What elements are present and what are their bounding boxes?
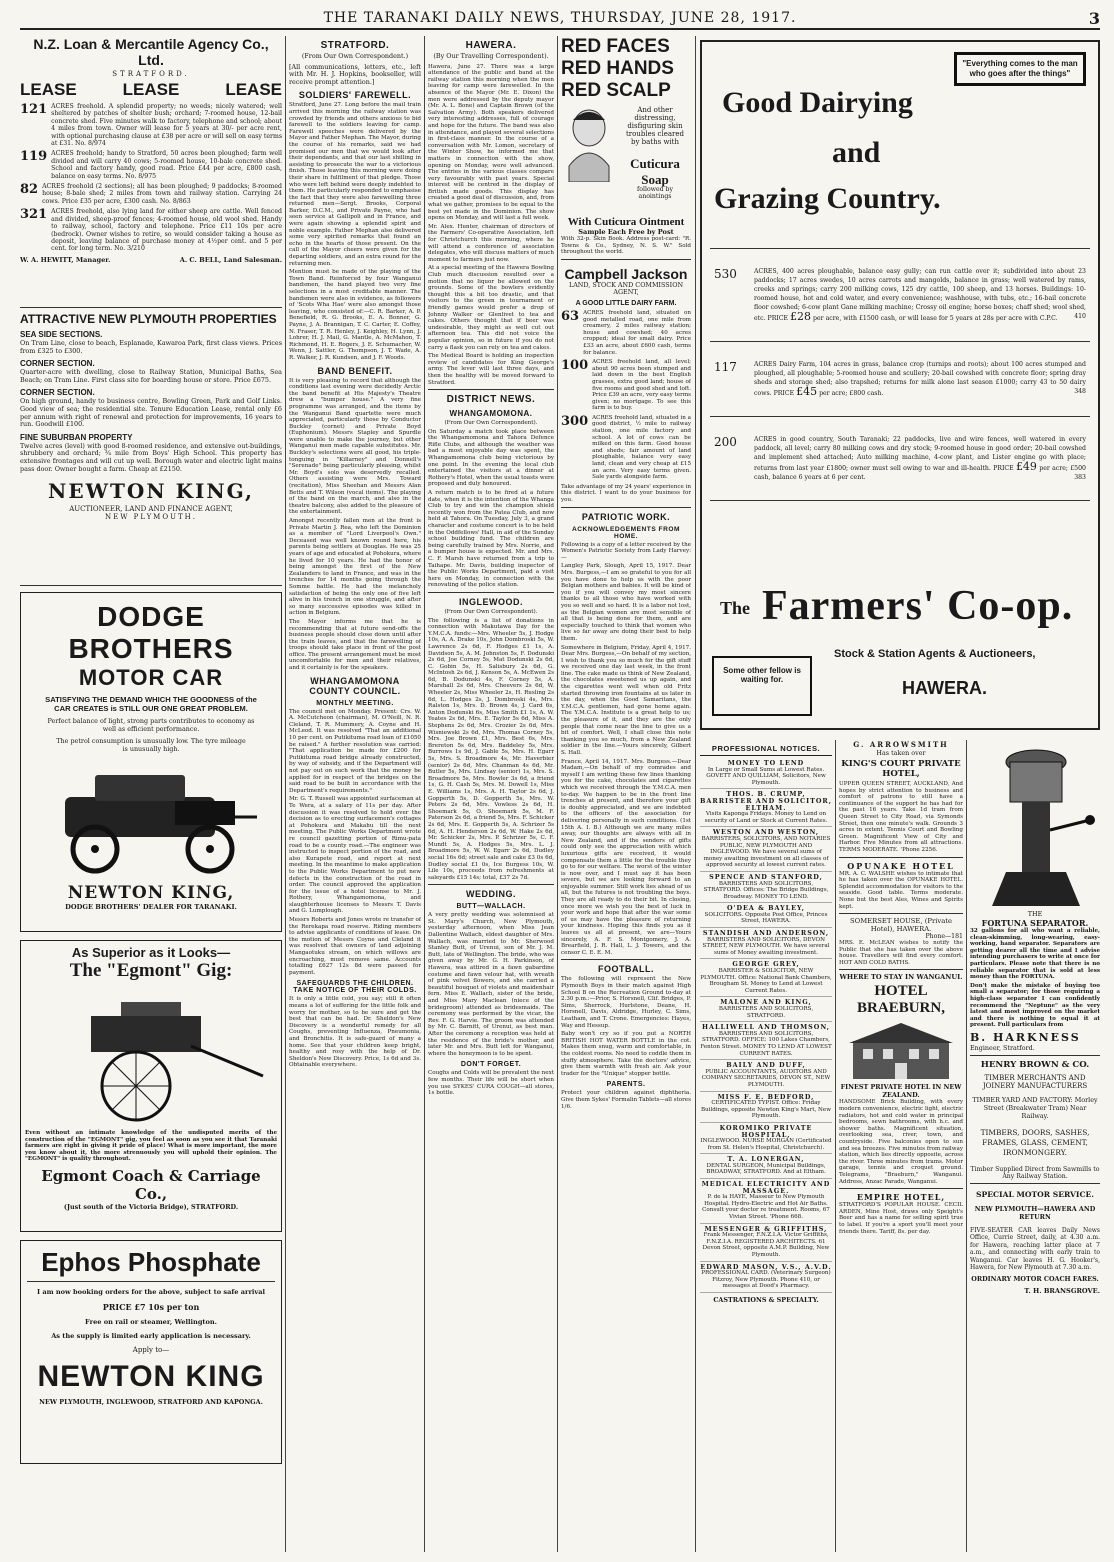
wanganui-heading: WHERE TO STAY IN WANGANUI. <box>839 973 963 982</box>
somerset-phone: Phone—181 <box>925 933 963 941</box>
egmont-title: As Superior as it Looks— <box>71 945 231 960</box>
notice-entry <box>700 1092 832 1123</box>
nzloan-signature <box>20 256 282 264</box>
cuticura-red-hands: RED HANDS <box>561 58 674 79</box>
hotel-braeburn: HOTEL BRAEBURN, <box>857 983 945 1017</box>
egmont-ad <box>20 940 282 1232</box>
county-council-heading: WHANGAMOMONA COUNTY COUNCIL. <box>309 675 401 696</box>
listing-text: ACRES freehold land, all level; about 90 acres been stumped and laid down in the best English grasses, extra good land; house of five rooms and good shed and loft. Price £39 an acre, very easy terms given; no mortgage. To see this farm is to buy. <box>592 359 691 412</box>
column-divider <box>285 36 286 1552</box>
dodge-ad <box>20 592 282 932</box>
notice-entry <box>700 1224 832 1262</box>
divider <box>428 884 554 885</box>
dodge-tagline: SATISFYING THE DEMAND WHICH THE GOODNESS of the CAR CREATES is STILL OUR ONE GREAT PROBLEM. <box>45 695 257 713</box>
ephos-line-1: I am now booking orders for the above, subject to safe arrival <box>36 1288 266 1296</box>
cuticura-red-faces: RED FACES <box>561 36 670 57</box>
plymouth-ad <box>20 312 282 582</box>
divider <box>839 969 963 970</box>
fortuna-column <box>970 740 1100 1552</box>
separator-illustration <box>970 740 1100 910</box>
hawera-paragraph: The Medical Board is holding an inspection review of candidates for King George's army. The lever will last three days, and then the healthy will be moved forward to Stratford. <box>428 353 554 386</box>
notice-entry <box>700 1123 832 1154</box>
whangamomona-heading: WHANGAMOMONA. <box>449 409 533 419</box>
listing <box>20 150 282 180</box>
fortuna-title: FORTUNA SEPARATOR. <box>981 918 1089 928</box>
football-paragraph: The following will represent the New Plymouth Boys in their match against High School B on the Recreation Ground to-day at 2.30 p.m.:—Prior, S. Horsnell, Clif. Bridges, P. Sims, Sherrock, Hurlstone, Deane, H. Horsnell, Davis, Aldridge, Hurley, C. Sims, Leatham, and T. Crone. Emergencies: Hayes, Way and Hessup. <box>561 976 691 1029</box>
listing-acres: 82 <box>20 182 39 198</box>
hawera-heading: HAWERA. <box>465 40 517 51</box>
acknowledgements-heading: ACKNOWLEDGEMENTS FROM HOME. <box>572 525 680 540</box>
cuticura-ad <box>561 36 691 216</box>
district-paragraph: The following is a list of donations in connection with Makutawa Day for the Y.M.C.A. funds:—Mrs. Wheeler 5s, J. Hodge 10s, A. A. Drake 10s, John Dombroski 5s, W. Lawrence 2s 6d, F. Hodges £1 1s, A. Davidson 5s, A. M. Johnston 5s, F. Dodunski 2s 6d, Joe Corney 5s, Mat Dodunski 2s 6d, C. Gobin 5s, H. Salisbury 2s 6d, G. McIntosh 2s 6d, J. Kenson 5s, A. McEwen 2s 6d, B. Dodunski 4s, F. Corney 5s, A. Marshall 2s 6d, Mrs. Cheevers 2s 6d, W. Wheeler 2s, Miss Wheeler 2s, H. Rusling 2s 6d, L. Hodges 2s, J. Dombroski 4s, Mrs. Ralston 1s, Mrs. D. Brown 4s, J. Card 6s, Anton Dodunski 6s, Miss Smith £1 1s, A. W. Yeates 2s 6d, Mrs. E. Taylor 5s 6d, Miss A. Stephens 2s 6d, Mrs. Crozier 2s 6d, Mrs. Wisniewski 2s 6d, Mrs. Thomas Corney 5s, Mrs. Joe Brown £1, Mrs. Best 6s, Mrs. Brereton 5s 6d, Mrs. Baddeley 5s, Mrs. Burrows 1s 9d, J. Gable 5s, Mrs. H. Egarr 5s, Mrs. S. Broadmore 4s, Mr. Haverbier (senior) 2s 6d, Mrs. Chanman 4s 6d, Mr. Butler 5s, Mrs. Lindsay (senior) 1s, Mrs. S. Broadmore 5s, Mrs. Bowler 3s 6d, a friend 1s, G. H. Cash 5s, Mrs. M. Dowell 1s, Miss E. Williams 1s, Mrs. A. H. Taylor 2s 6d, J. Gopperth 5s, D. Gopperth 5s, Mrs. W. Peters 2s 6d, Mrs. Vowless 2s 6d, H. Shoemark 5s, O. Shoemark 5s, M. F. Paterson 2s 6d, a friend 5s, Mrs. F. Schicker 2s 6d, Mrs. E. Gopperth 5s, A. Schrizer 5s 6d, A. H. Henderson 2s 6d, W. Hake 2s 6d, Mr. Schicker 2s, Mrs. P. Schrizer 5s, C. F. Mundt 5s, A. Hodges 5s, Mrs. L. J. Broadmore 5s, W. W. Egarr 2s 6d, Dudley social 16s 6d; street sale and cake £3 0s 6d, Dudley social £1 0s, Ice Burgess 10s, W. Lile 10s, proceeds from refreshments at saleyards £15 14s; total, £37 2s 7d. <box>428 617 554 881</box>
notice-text: DENTAL SURGEON, Municipal Buildings, BROADWAY, STRATFORD. And at Eltham. <box>706 1162 826 1176</box>
monthly-meeting-heading: MONTHLY MEETING. <box>316 699 394 707</box>
notice-text: PROFESSIONAL CARD. (Veterinary Surgeon) Fitzroy, New Plymouth. Phone 410, or messages at Dood's Pharmacy. <box>701 1270 831 1290</box>
notice-name: GEORGE GREY, <box>732 960 800 969</box>
stratford-correspondent: (From Our Own Correspondent.) <box>301 52 409 60</box>
stratford-paragraph: Mr. G. T. Russell was appointed surfaceman at Te Wera, at a salary of 11s per day. After discussion it was resolved to hold over the decision as to erecting surfacemen's cottages at Pohokura and Makahu till the next meeting. The Public Works Department wrote re council gazetting portion of Rimu-pata road to be a county road.—The engineer was instructed to inspect portion of the road, and also Kurapete road, and report at next meeting. In the meantime to make application to the Public Works Department to put new defects in the construction of the road in order. The council approved the application for the issue of a hotel license to Mr. J. Rothery, Whangamomona, and slaughterhouse licenses to Messrs T. Davis and G. Lumplough. <box>289 796 421 915</box>
stratford-paragraph: The Mayor informs me that he is recommending that at future send-offs the business people should close down until after the train leaves, and that the farewelling of troops should take place in front of the post office. The present arrangement must be most uncomfortable for men and their relatives, and it certainly is for the speakers. <box>289 618 421 672</box>
notice-name: MONEY TO LEND <box>727 759 805 767</box>
kings-court-text: UPPER QUEEN STREET, AUCKLAND, And hopes by strict attention to business and comfort of patrons to still have a continuance of the support he has had for the past 16 years. Take 1d tram from Queen Street to City Road, via Symonds Street, then one minute's walk. Grounds 3 acres in extent. Tennis Court and Bowling Green. Magnificent View of City and Harbor. Five Minutes from all attractions. TERMS MODERATE. 'Phone 2256. <box>839 781 963 853</box>
arrowsmith-name: G. ARROWSMITH <box>853 740 949 749</box>
patriotic-paragraph: Somewhere in Belgium, Friday, April 4, 1917. Dear Mrs. Burgess,—On behalf of my section, I wish to thank you so much for the gift stuff we received one day last week, in the front line. The cake made us think of New Zealand, the chocolates sweetened us up again, and the cigarettes went well when old Fritz started throwing iron fountains at us later in the day, when the Good Samaritans, the Y.M.C.A. gentlemen, had gone home again. The Y.M.C.A. Institute is a great help to us; the pleasure of it, and they are the only people that come near the line to give us a bit of comfort. Well, I shall close this note thanking you so much, from a New Zealand soldier in the line.—Yours sincerely, Gilbert S. Hall. <box>561 644 691 756</box>
listing <box>20 103 282 147</box>
stratford-paragraph: The council met on Monday. Present: Crs. W. A. McCutcheon (chairman), M. O'Neill, N. R. Cleland, T. R. Mummery, A. Coyne and H. McLeod. It was resolved "That an additional 10 per cent. on Putikituma road loan of £1050 be raised." A further resolution was carried: "That application be made for £200 for Putikituma road bridge already constructed, by way of subsidy, and if the Department will not pay out on such work that the money be applied for in respect of the bridges on the said road to be built in accordance with the Department's requirements." <box>289 708 421 794</box>
henry-brown-line-2: TIMBER YARD AND FACTORY: Morley Street (Breakwater Tram) Near Railway. <box>972 1095 1098 1120</box>
notice-entry <box>700 997 832 1022</box>
dairying-listings <box>710 248 1090 501</box>
whangamomona-correspondent: (From Our Own Correspondent). <box>444 420 538 427</box>
listing-acres: 321 <box>20 207 48 223</box>
listing <box>561 415 691 481</box>
listing-price: £28 <box>790 310 812 323</box>
listing-text: ACRES freehold. A splendid property; no weeds; nicely watered; well sheltered by patches of shelter bush; orchard; 7-roomed house, 12-bail concrete shed. Five minutes walk to factory, telephone and school; about 4 miles from town. Owner will lease for 5 years at 30/- per acre rent, with optional purchasing clause at £38 per acre or will sell on easy terms at £31. No. 8/974 <box>51 103 282 148</box>
motor-car-illustration <box>25 757 277 877</box>
page-number: 3 <box>1088 9 1100 28</box>
cuticura-sample: Sample Each Free by Post <box>578 228 674 236</box>
notice-entry <box>700 758 832 789</box>
egmont-name: The "Egmont" Gig: <box>69 960 233 981</box>
notice-entry <box>700 1154 832 1179</box>
listing-acres: 119 <box>20 149 48 165</box>
notice-name: BAILY AND DUFF, <box>726 1061 806 1070</box>
listing-price: £45 <box>796 385 818 398</box>
district-paragraph: On Saturday a match took place between the Whangamomona and Tahora Defence Rifle Clubs, and although the weather was bad a most enjoyable day was spent, the Whangamomona club being victorious by one point. In the evening the local club entertained the visitors at a dinner at Rothery's Hotel, when the usual toasts were proposed and duly honoured. <box>428 428 554 488</box>
hotel-building-illustration <box>839 1019 963 1083</box>
listing-acres: 117 <box>714 360 737 374</box>
hot-water-bottle-paragraph: Baby won't cry so if you put a NORTH BRITISH HOT WATER BOTTLE in the cot. Makes them snug, warm and comfortable, in the coldest rooms. No need to coddle them in stuffy atmosphere. Take the doctors' advice, give them warmth with fresh air. Ask your trader for the "Unique" stopper bottle. <box>561 1031 691 1077</box>
fortuna-text: 32 gallons for all who want a reliable, clean-skimming, long-wearing, easy-working, hand separator. Separators are getting dearer all the time and I advise intending purchasers to write at once for particulars. Please note that there is no reliable separator that is sold at less money than the FORTUNA. <box>970 928 1100 981</box>
divider <box>970 1055 1100 1056</box>
notice-entry <box>700 928 832 959</box>
inglewood-correspondent: (From Our Own Correspondent). <box>444 608 538 615</box>
stratford-paragraph: Messrs Roberts and Jones wrote re transfer of the Rerekapa road reserve. Riding members to advise applicants of conditions of lease. On the motion of Messrs Coyne and Cleland it was resolved that owners of land adjoining Mangaotuku stream, on which willows are encroaching, must remove same. Accounts totalling £627 12s 8d were passed for payment. <box>289 917 421 976</box>
divider <box>561 959 691 960</box>
notice-text: BARRISTERS AND SOLICITORS, STRATFORD. Offices: The Bridge Buildings, Broadway. MONEY TO LEND. <box>703 880 829 900</box>
dairying-title-2: and <box>832 136 881 169</box>
notice-entry <box>700 903 832 928</box>
patriotic-paragraph: Langley Park, Slough, April 15, 1917. Dear Mrs. Burgess,—I am so grateful to you for all you have done to help us with the poor Belgian mothers and babies. It will be kind of you if you will convey my most sincere thanks to all those who have worked with you so well and so hard. It is a labor not lost, as the Belgian women are most sensible of all that is being done for them, and are especially touched to think that women who live so far away are doing their best to help them. <box>561 563 691 642</box>
plymouth-section-text: On high ground, handy to business centre, Bowling Green, Park and Golf Links. Good view of sea; the residential site. Tenure Education Lease, rental only £6 per annum with right of renewal and protection for improvements, 16 years to run. Goodwill £100. <box>20 397 282 429</box>
masthead <box>20 8 1100 30</box>
professional-heading: PROFESSIONAL NOTICES. <box>700 744 832 756</box>
plymouth-section-head: SEA SIDE SECTIONS. <box>20 330 103 339</box>
listing-reference: 348 <box>1074 388 1086 395</box>
divider <box>20 307 282 308</box>
soldiers-farewell-heading: SOLDIERS' FAREWELL. <box>298 90 412 101</box>
notice-text: INGLEWOOD. NURSE MORGAN (Certificated from St. Helen's Hospital, Christchurch). <box>700 1138 832 1151</box>
ephos-line-3: As the supply is limited early application is necessary. <box>51 1332 251 1340</box>
divider <box>839 857 963 858</box>
divider <box>428 592 554 593</box>
listing-acres: 300 <box>561 413 589 429</box>
inglewood-heading: INGLEWOOD. <box>459 596 523 607</box>
hawera-paragraph: Mr. Alex. Hunter, chairman of directors of the Farmers' Co-operative Association, left for Christchurch this morning, where he will attend a conference of association delegates, who will discuss matters of much moment to farmers just now. <box>428 223 554 263</box>
notice-entry <box>700 959 832 997</box>
hawera-correspondent: (By Our Travelling Correspondent). <box>433 52 549 60</box>
lease-label: LEASE <box>20 80 77 99</box>
somerset-house: SOMERSET HOUSE, (Private Hotel), HAWERA. <box>849 917 953 934</box>
listing <box>561 310 691 356</box>
notice-name: THOS. B. CRUMP, BARRISTER AND SOLICITOR, ELTHAM. <box>700 790 832 812</box>
lease-row <box>20 80 282 100</box>
plymouth-section-text: Quarter-acre with dwelling, close to Railway Station, Municipal Baths, Sea Beach; on Tram Line. First class site for boarding house or store. Price £675. <box>20 368 282 384</box>
patriotic-paragraph: Following is a copy of a letter received by the Women's Patriotic Society from Lady Harvey:— <box>561 541 691 561</box>
ephos-title: Ephos Phosphate <box>41 1247 261 1277</box>
lease-label: LEASE <box>225 80 282 99</box>
listing <box>561 359 691 412</box>
cuticura-side-text: And other distressing, disfiguring skin troubles cleared by baths with <box>625 106 684 146</box>
woman-illustration <box>561 106 617 182</box>
henry-brown-line-3: TIMBERS, DOORS, SASHES, FRAMES, GLASS, CEMENT, IRONMONGERY. <box>980 1127 1090 1157</box>
plymouth-section-head: CORNER SECTION. <box>20 388 95 398</box>
ephos-ad <box>20 1240 282 1464</box>
listing <box>710 248 1090 341</box>
hawera-paragraph: At a special meeting of the Hawera Bowling Club much discussion resulted over a motion that no liquor be allowed on the grounds. Some of the bowlers evidently thought this a bit too drastic, and that visitors to the green in tournament or friendly games would prefer a drop of Johnny Walker or Glenlivet to tea and cakes. Others thought that if beer was undesirable, they might as well cut out afternoon tea. This did not voice the popular opinion, so in future if you do not carry a flask you can rely on tea and cakes. <box>428 265 554 351</box>
listing-acres: 100 <box>561 358 589 374</box>
empire-hotel: EMPIRE HOTEL, <box>856 1192 946 1203</box>
band-benefit-heading: BAND BENEFIT. <box>317 365 393 376</box>
notice-text: BARRISTERS, SOLICITORS, AND NOTARIES PUBLIC, NEW PLYMOUTH AND INGLEWOOD. We have several sums of money awaiting investment on all classes of approved security at lowest current rates. <box>701 835 831 869</box>
notice-entry <box>700 872 832 903</box>
fortuna-the: THE <box>1027 910 1043 918</box>
notice-text: BARRISTERS AND SOLICITORS, STRATFORD. <box>718 1006 814 1019</box>
divider <box>561 259 691 260</box>
coop-town: HAWERA. <box>902 678 987 698</box>
motto-box: "Everything comes to the man who goes after the things" <box>954 52 1086 86</box>
listing-acres: 530 <box>714 267 737 281</box>
listing-reference: 410 <box>1074 313 1086 320</box>
dodge-subtitle: MOTOR CAR <box>78 665 224 690</box>
nzloan-title: N.Z. Loan & Mercantile Agency Co., Ltd. <box>33 36 269 68</box>
listing-text: ACRES freehold land, situated on good metalled road, one mile from creamery, 2 miles railway station; house and cowshed; 40 acres cropped; ideal for small dairy. Price £33 an acre, about £600 cash, terms for balance. <box>583 309 691 356</box>
divider <box>839 1188 963 1189</box>
egmont-company-sub: (Just south of the Victoria Bridge), STRATFORD. <box>63 1202 239 1211</box>
hotels-column <box>839 740 963 1552</box>
notice-name: MEDICAL ELECTRICITY AND MASSAGE. <box>701 1180 831 1195</box>
notice-name: HALLIWELL AND THOMSON, <box>701 1023 831 1032</box>
safeguards-heading: SAFEGUARDS THE CHILDREN. TAKE NOTICE OF THEIR COLDS. <box>293 980 417 995</box>
divider <box>27 1281 275 1282</box>
campbell-closing: Take advantage of my 24 years' experience in this district. I want to do your business for you. <box>561 483 691 503</box>
castrations-line: CASTRATIONS & SPECIALTY. <box>713 1295 819 1304</box>
stratford-heading: STRATFORD. <box>320 40 390 51</box>
ephos-line-2: Free on rail or steamer, Wellington. <box>85 1318 217 1326</box>
plymouth-agent: NEWTON KING, <box>48 479 254 504</box>
listing-price: £49 <box>1015 460 1037 473</box>
column-1 <box>20 36 282 1552</box>
masthead-title: THE TARANAKI DAILY NEWS, THURSDAY, JUNE 28, 1917. <box>323 10 797 26</box>
professional-notices <box>700 740 832 1552</box>
stratford-paragraph: It is only a little cold, you say; still it often means a lot of suffering for the little folk and worry for mother, so to be sure and get the best that can be had. Dr. Sheldon's New Discovery is a wonderful remedy for all Coughs, preventing Influenza, Pneumonia, and Bronchitis. It is safe-guard of many a home. See that your children keep bright, healthy and rosy with the help of Dr. Sheldon's New Discovery. Price, 1s 6d and 3s. Obtainable everywhere. <box>289 996 421 1069</box>
listing-text: ACRES freehold (2 sections); all has been ploughed; 9 paddocks; 8-roomed house; 8-bale shed; 2 miles from town and railway station. Carrying 24 cows. Price £35 per acre, £300 cash. No. 8/863 <box>42 183 282 205</box>
henry-brown-name: HENRY BROWN & CO. <box>980 1059 1090 1070</box>
listing-description: ACRES, 400 acres ploughable, balance easy gully; can run cattle over it; subdivided into about 23 paddocks; 17 acres swedes, 10 acres carrots and mangolds, balance in grass; well watered by rams, creeks and springs; carry 200 milking cows, 125 dry cattle, 100 sheep, and 13 horses. Buildings: 10-roomed house, hot and cold water, and every convenience; washhouse, with tubs, etc.; 16-bail concrete floor cowshed; 6-cow plant Gane milking machine; Crossy oil engine; horse boxes; chaff shed; wool shed, etc. <box>754 268 1086 322</box>
notice-entry <box>700 1022 832 1060</box>
notice-name: EDWARD MASON, V.S., A.V.D. <box>700 1262 832 1271</box>
lease-label: LEASE <box>122 80 180 99</box>
listing-text: ACRES freehold; handy to Stratford, 50 acres been ploughed; farm well divided and will carry 40 cows; 5-roomed house, 10-bale concrete shed. School and factory handy, good road. Price £44 per acre, £800 cash, balance on easy terms. No. 8/975 <box>51 150 282 180</box>
campbell-title: Campbell Jackson <box>564 265 688 282</box>
listing-reference: 383 <box>1074 474 1086 481</box>
nzloan-manager: W. A. HEWITT, Manager. <box>20 255 111 264</box>
listing-text: ACRES Dairy Farm, 104 acres in grass, balance crop (turnips and roots); about 100 acres stumped and ploughed, all ploughable; 5-roomed house and scullery; 20-bail cowshed with concrete floor; spring dray sheds and storage shed; also trapshed; returns for milk alone last season £1000; carry 43 to 50 dairy cows. PRICE £45 per acre; £800 cash. 348 <box>754 361 1086 398</box>
opunake-text: MR. A. C. WALSHE wishes to intimate that he has taken over the OPUNAKE HOTEL. Splendid accommodation for visitors to the seaside. Good table. Terms moderate. None but the best Ales, Wines and Spirits kept. <box>839 870 963 910</box>
patriotic-heading: PATRIOTIC WORK. <box>581 511 671 522</box>
ephos-towns: NEW PLYMOUTH, INGLEWOOD, STRATFORD AND KAPONGA. <box>39 1398 263 1406</box>
kings-court-hotel: KING'S COURT PRIVATE HOTEL, <box>841 759 961 779</box>
notice-name: SPENCE AND STANFORD, <box>709 872 823 881</box>
cuticura-ointment: With Cuticura Ointment <box>567 216 685 228</box>
notice-text: SOLICITORS. Opposite Post Office, Princes Street, HAWERA. <box>704 911 828 925</box>
gig-illustration <box>31 986 271 1126</box>
district-paragraph: A return match is to be fired at a future date, when it is the intention of the Whanga Club to try and win the champion shield recently won from the Patea Club, and now held at Tahora. On Tuesday, July 3, a grand character and costume concert is to be held in the Oddfellows' Hall, in aid of the Sunday school building fund. The children are being carefully trained by Mrs. Norrie, and a bumper house is expected. Mr. and Mrs. C. F. Marsh have returned from a trip to Taihape. Mr. Davis, building inspector of the Public Works Department, paid a visit here on Monday, in connection with the renovating of the police station. <box>428 490 554 589</box>
parents-heading: PARENTS. <box>606 1081 646 1089</box>
notice-name: WESTON AND WESTON, <box>712 828 820 837</box>
notice-text: PUBLIC ACCOUNTANTS, AUDITORS AND COMPANY SECRETARIES, DEVON ST., NEW PLYMOUTH. <box>701 1068 831 1088</box>
listing-text: ACRES freehold land, situated in a good district, ½ mile to railway station, one mile factory and school. A lot of cows can be milked on this farm. Good house and sheds; fair amount of land ploughable, balance very easy land, clean and very cheap at £15 an acre. Very easy terms given. Sale yards alongside farm. <box>592 414 691 481</box>
somerset-text: MRS. E. McLEAN wishes to notify the Public that she has taken over the above house. Travellers will find every comfort. HOT AND COLD BATHS. <box>839 940 963 966</box>
dodge-dealer: NEWTON KING, <box>67 883 235 903</box>
football-heading: FOOTBALL. <box>598 964 654 975</box>
notice-text: In Large or Small Sums at Lowest Rates. GOVETT AND QUILLIAM, Solicitors, New Plymouth. <box>706 766 826 786</box>
listing-price-terms: per acre, with £1500 cash, or will lease for 5 years at 28s per acre with C.P.C. <box>813 315 1058 322</box>
opunake-hotel: OPUNAKE HOTEL <box>847 860 955 871</box>
campbell-ad <box>561 266 691 504</box>
notice-text: BARRISTERS AND SOLICITORS, DEVON STREET, NEW PLYMOUTH. We have several sums of Money awaiting investment. <box>702 936 830 956</box>
listing-acres: 63 <box>561 308 580 324</box>
stratford-paragraph: Stratford, June 27. Long before the mail train arrived this morning the railway station was crowded by friends and others anxious to bid farewell to the soldiers leaving for camp. Farewell speeches were delivered by the Mayor and Father Mephan. The Mayor, during the course of his remarks, said we had promised our men that we would look after their dependants, and that our last shilling in assisting to prosecute the war to a victorious finish. Those leaving this morning were doing their share in fulfilment of that pledge. Those who were left behind were deeply indebted to them. He particularly responded to emphasise the fact that they were also farewelling three returned men—Sergt. Brooks, Corporal Barker, D.C.M., and Private Payne, who had seen service at Gallipoli and in France, and were again showing a splendid spirit and noble example. Father Mephan also delivered some very spirited remarks that found an echo in the hearts of those present. On the call of the Mayor cheers were given for the departing soldiers, and an extra round for the returning men. <box>289 102 421 267</box>
listing <box>710 416 1090 501</box>
coop-the: The <box>720 598 751 618</box>
column-divider <box>424 36 425 1552</box>
listing-description: ACRES in good country, South Taranaki; 22 paddocks, live and wire fences, well watered in every paddock, all level; carry 80 milking cows and dry stock; 9-roomed house in good order; 20-bail cowshed and implement shed attached; Auto milking machine, 4-cow plant, and Lister engine go with place; returns from last year £1800; owner must sell owing to war and ill-health. <box>754 436 1086 472</box>
dont-forget-paragraph: Coughs and Colds will be prevalent the next few months. Their life will be short when you use SYKES' CURA COUGH—all stores, 1s bottle. <box>428 1070 554 1097</box>
divider <box>561 507 691 508</box>
campbell-sub: LAND, STOCK AND COMMISSION AGENT, <box>568 280 684 297</box>
notice-entry <box>700 1262 832 1293</box>
divider <box>428 389 554 390</box>
column-divider <box>966 740 967 1552</box>
motor-service-text: FIVE-SEATER CAR leaves Daily News Office, Currie Street, daily, at 4.30 a.m. for Hawera, reaching latter place at 7 a.m., and connecting with early train to Wanganui. Car leaves H. G. Hooker's, Hawera, for New Plymouth at 7.30 a.m. <box>970 1226 1100 1271</box>
parents-paragraph: Protect your children against diphtheria. Give them Sykes' Formalin Tablets—all stores 1/6. <box>561 1090 691 1110</box>
coop-sub: Stock & Station Agents & Auctioneers, <box>834 648 1036 660</box>
listing-acres: 121 <box>20 102 48 117</box>
notice-entry <box>700 789 832 827</box>
notice-text: P. de la HAYE, Masseur to New Plymouth Hospital. Hydro-Electric and Hot Air Baths. Consult your doctor re treatment. Rooms, 67 Vivian Street. 'Phone 668. <box>702 1194 830 1221</box>
notice-entry <box>700 827 832 872</box>
column-3 <box>428 36 554 1552</box>
nzloan-town: STRATFORD. <box>112 70 190 78</box>
braeburn-caption: FINEST PRIVATE HOTEL IN NEW ZEALAND. <box>840 1083 962 1100</box>
motor-service-fares: ORDINARY MOTOR COACH FARES. <box>971 1275 1099 1284</box>
listing-text: ACRES freehold, also lying land for either sheep are cattle. Well fenced and divided, sheep-proof fences; 4-roomed house, old wool shed. Handy to railway, school, factory and telephone. Price £11 10s per acre (bedrock). Owner wishes to retire, so would consider taking a house as deposit, leaving balance of purchase money at 4½per cent. and 5 per cent. for long term. No. 3/210 <box>51 208 282 253</box>
listing <box>20 183 282 205</box>
coop-title: Farmers' Co-op. <box>762 583 1074 629</box>
dont-forget-heading: DON'T FORGET. <box>460 1061 522 1069</box>
column-2 <box>289 36 421 1552</box>
plymouth-section-text: Twelve acres (level) with good 8-roomed residence, and extensive out-buildings, shrubbery and orchard; ¾ mile from Boys' High School. This property has extensive frontages and will cut up well. Borough water and electric light mains pass door. Owner bought a farm. Cheap at £2150. <box>20 441 282 473</box>
arrowsmith-sub: Has taken over <box>876 749 926 757</box>
cuticura-address: With 32-p. Skin Book. Address post-card: "R. Towns & Co., Sydney, N. S. W." Sold throughout the world. <box>561 236 691 256</box>
divider <box>970 1183 1100 1184</box>
listing-text: ACRES in good country, South Taranaki; 22 paddocks, live and wire fences, well watered in every paddock, all level; carry 80 milking cows and dry stock; 9-roomed house in good order; 20-bail cowshed and implement shed attached; Auto milking machine, 4-cow plant, and Lister engine go with place; returns from last year £1800; owner must sell owing to war and ill-health. PRICE £49 per acre; £500 cash, balance 6 years at 6 per cent. 383 <box>754 436 1086 481</box>
plymouth-agent-sub: AUCTIONEER, LAND AND FINANCE AGENT, <box>69 505 233 514</box>
ephos-price: PRICE £7 10s per ton <box>102 1302 200 1312</box>
wedding-paragraph: A very pretty wedding was solemnised at St. Mary's Church, New Plymouth, yesterday afternoon, when Miss Jean Dallentine Wallach, eldest daughter of Mrs. Wallach, was married to Mr. Sherwood Stanley Butt, of Urenui, son of Mr. J. M. Butt, late of Wellington. The bride, who was given away by Mr. G. H. Parkinson, of Hawera, was attired in a fawn gabardine costume and fawn velour hat, with wreath of pink velvet flowers, and she carried a beautiful bouquet of violets and maidenhair fern. Miss E. Wallach, sister of the bride, and Miss Mary Maclean (niece of the bridegroom) attended as bridesmaids. The ceremony was performed by the vicar, the Rev. F. G. Harvie. The groom was attended by Mr. C. Barnitt, of Urenui, as best man. After the ceremony a reception was held at the residence of the bride's mother, and later Mr. and Mrs. Butt left for Wanganui, where the honeymoon is to be spent. <box>428 912 554 1057</box>
cuticura-brand: Cuticura Soap <box>630 156 680 187</box>
district-news-heading: DISTRICT NEWS. <box>446 394 536 406</box>
braeburn-text: HANDSOME Brick Building, with every modern convenience, electric light, electric radiators, hot and cold water in principal bedrooms, sewn bathrooms, with h.c. and shower baths. Magnificent situation, overlooking sea, river, town, and countryside. Five balconies open to sun and sea breezes. Five minutes from railway station, which lies directly opposite, across the river. Three minutes from trams. Motor garage, tennis and croquet ground. Telegrams, "Braeburn," Wanganui. Address, Anzac Parade, Wanganui. <box>839 1099 963 1185</box>
listing <box>710 341 1090 416</box>
other-fellow-box: Some other fellow is waiting for. <box>712 656 812 716</box>
divider <box>20 585 282 586</box>
notice-name: MESSENGER & GRIFFITHS, <box>704 1224 828 1233</box>
patriotic-paragraph: France, April 14, 1917. Mrs. Burgess.—Dear Madam,—On behalf of my comrades and myself I am writing these few lines thanking you for the cake, chocolates and cigarettes which we received through the Y.M.C.A. men to-day. We happen to be in the front line trenches at present, and therefore your gift is doubly appreciated, and we are indebted to the officers of the association for delivering personally in such conditions. (1st 15th A. I. B.) Although we are many miles away, our thoughts are always with all in New Zealand, and if the senders of gifts could only see the appreciation with which luxurious gifts are received, it would compensate them a little for the trouble they go to for our welfare. The worst of the winter is now over, and I must say it has been severe, but we are looking forward to an enjoyable summer. Still work lies ahead of us all, but the futures is not troubling the boys. They are all ready to do their bit. In closing, once more we wish you the best of luck in your work and hope that after the war some of us may have the pleasure of returning your kindness. Hoping this finds you as it leaves us all at present, we are—Yours sincerely, A. F. S. Montgomery, J. A. Brearfield, J. R. Hall, L. J. Towers, and the censor C. E. E. M. <box>561 758 691 956</box>
ephos-apply: Apply to— <box>132 1346 170 1354</box>
dairying-ad <box>700 40 1100 730</box>
plymouth-title: ATTRACTIVE NEW PLYMOUTH PROPERTIES <box>20 312 277 326</box>
notice-name: STANDISH AND ANDERSON, <box>702 929 830 938</box>
dairying-title-3: Grazing Country. <box>714 182 941 215</box>
motor-service-title: SPECIAL MOTOR SERVICE. <box>976 1189 1094 1199</box>
dodge-line-2: The petrol consumption is unusually low. The tyre mileage is unusually high. <box>56 737 246 753</box>
notice-name: KOROMIKO PRIVATE HOSPITAL, <box>719 1123 813 1139</box>
plymouth-section-text: On Tram Line, close to beach, Esplanade, Kawaroa Park, first class views. Prices from £325 to £300. <box>20 339 282 355</box>
campbell-head: A GOOD LITTLE DAIRY FARM. <box>575 299 677 307</box>
wedding-names: BUTT—WALLACH. <box>456 903 526 911</box>
notice-name: O'DEA & BAYLEY, <box>726 904 806 913</box>
listing-acres: 200 <box>714 435 737 449</box>
plymouth-section-head: FINE SUBURBAN PROPERTY <box>20 432 133 442</box>
wedding-heading: WEDDING. <box>466 889 516 900</box>
cuticura-red-scalp: RED SCALP <box>561 80 671 101</box>
nzloan-ad <box>20 36 282 304</box>
listing-text: ACRES, 400 acres ploughable, balance easy gully; can run cattle over it; subdivided into about 23 paddocks; 17 acres swedes, 10 acres carrots and mangolds, balance in grass; well watered by rams, creeks and springs; carry 200 milking cows, 125 dry cattle, 100 sheep, and 13 horses. Buildings: 10-roomed house, hot and cold water, and every convenience; washhouse, with tubs, etc.; 16-bail concrete floor cowshed; 6-cow plant Gane milking machine; Crossy oil engine; horse boxes; chaff shed; wool shed, etc. PRICE £28 per acre, with £1500 cash, or will lease for 5 years at 28s per acre with C.P.C. 410 <box>754 268 1086 323</box>
listing-description: ACRES Dairy Farm, 104 acres in grass, balance crop (turnips and roots); about 100 acres stumped and ploughed, all ploughable; 5-roomed house and scullery; 20-bail cowshed with concrete floor; spring dray sheds and storage shed; also trapshed; returns for milk alone last season £1000; carry 43 to 50 dairy cows. <box>754 361 1086 397</box>
nzloan-salesman: A. C. BELL, Land Salesman. <box>179 255 282 264</box>
listing <box>20 208 282 252</box>
henry-brown-line-1: TIMBER MERCHANTS AND JOINERY MANUFACTURERS <box>982 1073 1088 1090</box>
egmont-text: Even without an intimate knowledge of the undisputed merits of the construction of the "EGMONT" gig, you feel as soon as you see it that Taranaki farmers are right in giving it pride of place! What is more important, the more you know about it, the more strenuously you will uphold their opinion. The "EGMONT" is quality throughout. <box>25 1130 277 1163</box>
notice-text: BARRISTER & SOLICITOR, NEW PLYMOUTH. Office: National Bank Chambers, Brougham St. Money to Lend at Lowest Current Rates. <box>700 968 832 994</box>
dairying-title-1: Good Dairying <box>722 86 913 119</box>
listing-price-terms: per acre; £500 cash, balance 6 years at 6 per cent. <box>754 465 1086 481</box>
motor-service-owner: T. H. BRANSGROVE. <box>1024 1287 1100 1296</box>
stratford-paragraph: It is very pleasing to record that although the conditions last evening were decidedly Arctic the band benefit at His Majesty's Theatre drew a "bumper house." A very fine programme was arranged, and the items by the Wanganui Band quartette were much appreciated, particularly those by Conductor Buckley (cornet) and Private Boyd (Euphonium). Messrs Stapley and Spurdle were unable to make the journey, but other Wanganui men made capable substitutes. Mr. Buckley's selections were all good, his triple-tonguing in "Killarney" and Donnell's "Serenade" being particularly pleasing, whilst Mr. Boyd's solo was deservedly recalled. Others assisting were Mrs. Toward (recitation), Miss Sheehan and Messrs Alan Betts and T. Wilson (vocal items). The playing of the band on the march, and also in the theatre balcony, also added to the pleasure of the entertainment. <box>289 377 421 516</box>
egmont-company: Egmont Coach & Carriage Co., <box>41 1166 261 1203</box>
ephos-agent: NEWTON KING <box>37 1360 265 1393</box>
notice-entry <box>700 1060 832 1091</box>
hawera-paragraph: Hawera, June 27. There was a large attendance of the public and band at the railway station this morning when the men leaving for camp were farewelled. In the absence of the Mayor (Mr. E. Dixon) the men were addressed by the deputy mayor (Mr. A. L. Bone) and Captain Brown (of the Salvation Army). Both speakers delivered very interesting addresses, full of courage and hope for the future. The band was also in attendance, and played several selections in first-class manner. In the course of a conversation with Mr. Lomon, secretary of the Winter Show, he informed me that matters in connection with the show, opening on Monday, were well advanced. The entries in the various classes compare very favourably with past years. Special interest will be centred in the display of British made goods. This display has created a good deal of discussion, and, from what we gather, promises to be equal to the best yet made in the Dominion. The show opens on Monday, and will last a full week. <box>428 63 554 222</box>
column-divider <box>695 36 696 1552</box>
divider <box>839 913 963 914</box>
column-divider <box>557 36 558 1552</box>
cuticura-followed: followed by anointings <box>636 186 674 200</box>
column-4 <box>561 36 691 1552</box>
notice-text: Visits Kaponga Fridays. Money to Lend on security of Land or Stock at Current Rates. <box>704 811 828 824</box>
fortuna-text-2: Don't make the mistake of buying too small a separator; for those requiring a high-class separator I can confidently recommend the "Neptune" as the very latest and most improved on the market and there is nothing to equal it at present. Full particulars from <box>970 982 1100 1029</box>
harkness-sub: Engineer, Stratford. <box>970 1043 1035 1052</box>
dodge-title: DODGE BROTHERS <box>68 601 234 664</box>
dodge-line-1: Perfect balance of light, strong parts contributes to economy as well as efficient performance. <box>47 717 255 733</box>
dodge-dealer-sub: DODGE BROTHERS' DEALER FOR TARANAKI. <box>65 903 237 911</box>
stratford-paragraph: Amongst recently fallen men at the front is Private Martin J. Rea, who left the Dominion as a member of "Lord Liverpool's Own." Deceased was well known round here, his parents being settlers at Douglas. He was 25 years of age and educated at Pohokura, where he lived for 10 years. He had the honor of being amongst the first of the New Zealanders to land in France, and was in the trenches for 14 months going through the Somme battle. He had the melancholy satisfaction of being the only one of five left alive in his trench in one struggle, and after so many successive episodes was killed in action in Belgium. <box>289 518 421 617</box>
column-divider <box>835 740 836 1552</box>
notice-text: Frank Messenger, F.N.Z.I.A. Victor Griffiths, F.N.Z.I.A. REGISTERED ARCHITECTS. 61 Devon Street, opposite A.M.P. Building, New Plymouth. <box>702 1232 830 1258</box>
notice-text: CERTIFICATED TYPIST. Office: Friday Buildings, opposite Newton King's Mart, New Plymouth. <box>700 1100 832 1120</box>
plymouth-agent-town: NEW PLYMOUTH. <box>105 513 197 522</box>
listing-price-terms: per acre; £800 cash. <box>819 390 884 397</box>
notice-name: T. A. LONERGAN, <box>727 1155 805 1164</box>
henry-brown-line-4: Timber Supplied Direct from Sawmills to Any Railway Station. <box>970 1165 1100 1180</box>
empire-text: STRATFORD'S POPULAR HOUSE. CECIL ARDEN, Mine Host, draws only Speight's Beer and has a name for selling spirit true to label. If you're a sport you'll meet your friends there. Tariff, 8s. per day. <box>839 1202 963 1235</box>
harkness-name: B. HARKNESS <box>970 1030 1081 1044</box>
motor-service-route: NEW PLYMOUTH—HAWERA AND RETURN <box>974 1204 1096 1221</box>
notice-entry <box>700 1179 832 1224</box>
notice-name: MISS F. E. BEDFORD, <box>717 1092 815 1101</box>
stratford-paragraph: Mention must be made of the playing of the Town Band. Reinforced by four Wanganui bandsmen, the band played two very fine selections in a most creditable manner. The bandsmen were also in evidence, as followers of 'Scots Wha Hae' were also amongst those leaving, who consisted of:—C. R. Barker, A. P. Benefield, R. G. Brooks, E. A. Bonner, G. Payne, J. A. Brannigan, T. C. Carter, E. Coffey, N. Fraser, T. R. Henley, J. Keighley, H. Lynn, J. Lohrer, H. J. Mail, G. Mantle, A. McMahon, T. Richmond, H. E. Rogers, J. E. Schumacher, W. Wenn, J. Sattler, G. Thompson, J. T. Wade, A. R. Walker, J. R. Kundsen, and J. F. Woods. <box>289 269 421 361</box>
plymouth-section-head: CORNER SECTION. <box>20 359 95 369</box>
notice-name: MALONE AND KING, <box>720 998 812 1007</box>
stratford-note: [All communications, letters, etc., left with Mr. H. J. Hopkins, bookseller, will receive prompt attention.] <box>289 62 421 86</box>
notice-text: BARRISTERS AND SOLICITORS, STRATFORD. OFFICE: 100 Lakes Chambers, Fenton Street. MONEY TO LEND AT LOWEST CURRENT RATES. <box>700 1030 832 1057</box>
